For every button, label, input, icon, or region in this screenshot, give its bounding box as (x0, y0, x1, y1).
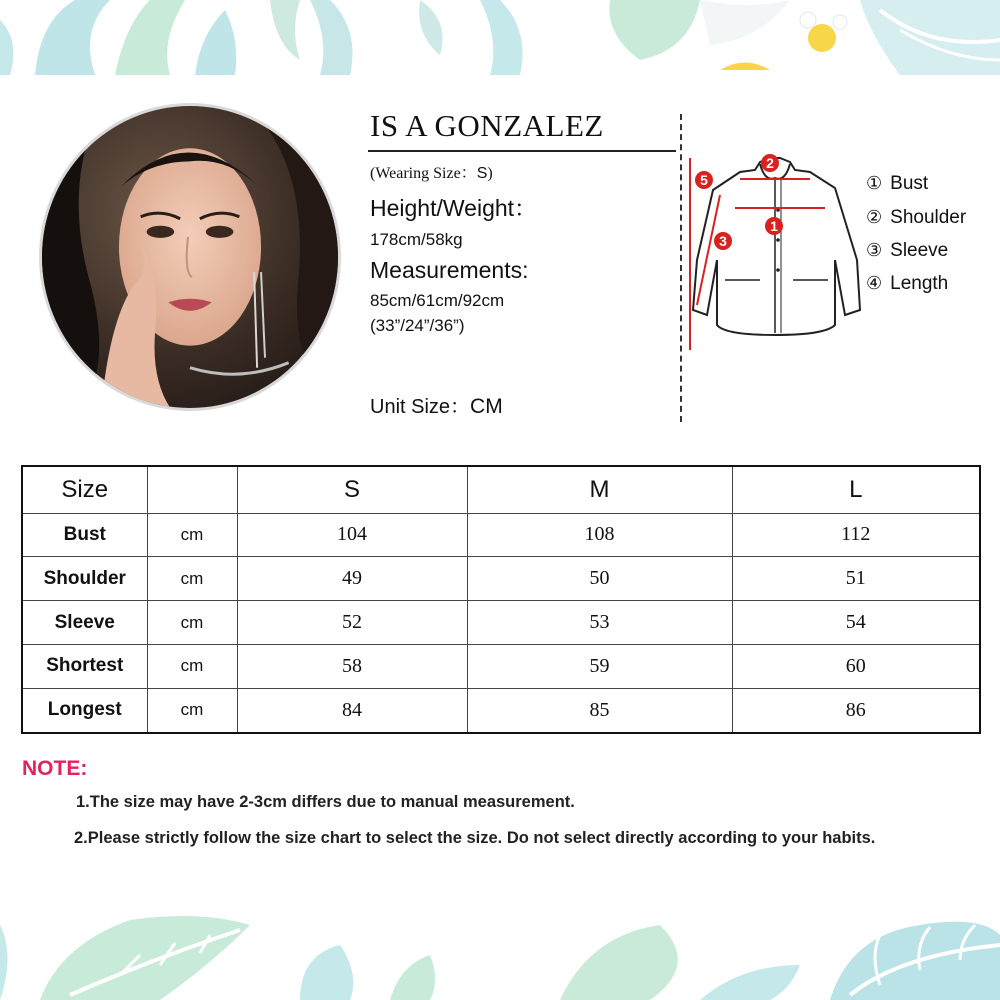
bottom-leaf-decoration (0, 915, 1000, 1000)
unit-size-value: CM (470, 395, 503, 418)
marker-5-label: 5 (700, 172, 708, 188)
table-row-shortest (22, 644, 980, 688)
row-unit: cm (147, 688, 237, 733)
unit-size (370, 390, 503, 419)
wearing-size-close: ) (487, 165, 493, 182)
cell-value: 85 (467, 688, 732, 733)
wearing-size (370, 160, 493, 183)
legend-sleeve-label: Sleeve (890, 240, 949, 261)
measurements-in: (33”/24”/36”) (370, 316, 465, 335)
row-label: Bust (22, 513, 147, 557)
row-label: Longest (22, 688, 147, 733)
unit-size-label: Unit Size： (370, 396, 471, 418)
top-leaf-decoration (0, 0, 1000, 80)
row-unit: cm (147, 644, 237, 688)
row-unit: cm (147, 601, 237, 645)
model-name: IS A GONZALEZ (370, 108, 604, 143)
table-row-bust (22, 513, 980, 557)
table-row-shoulder (22, 557, 980, 601)
header-size-m: M (467, 466, 732, 513)
row-unit: cm (147, 513, 237, 557)
note-line-1: 1.The size may have 2-3cm differs due to manual measurement. (76, 793, 575, 811)
cell-value: 84 (237, 688, 467, 733)
height-weight-label: Height/Weight： (370, 195, 538, 221)
cell-value: 53 (467, 601, 732, 645)
header-size-l: L (732, 466, 980, 513)
marker-3-label: 3 (719, 233, 727, 249)
measurements-label: Measurements: (370, 257, 529, 283)
legend-shoulder-num: ② (866, 207, 883, 228)
header-size-s: S (237, 466, 467, 513)
cell-value: 104 (237, 513, 467, 557)
legend-bust-label: Bust (890, 173, 929, 194)
cell-value: 49 (237, 557, 467, 601)
note-line-2: 2.Please strictly follow the size chart to select the size. Do not select directly according to your habits. (74, 829, 876, 847)
row-label: Sleeve (22, 601, 147, 645)
jacket-diagram (685, 150, 865, 355)
legend-sleeve-num: ③ (866, 240, 883, 261)
size-chart-table (21, 465, 981, 734)
name-underline (368, 150, 676, 152)
legend-length-label: Length (890, 273, 949, 294)
table-header-row (22, 466, 980, 513)
cell-value: 58 (237, 644, 467, 688)
legend-length (866, 273, 948, 295)
cell-value: 52 (237, 601, 467, 645)
row-label: Shortest (22, 644, 147, 688)
cell-value: 86 (732, 688, 980, 733)
wearing-size-value: S (476, 165, 488, 182)
header-size-label: Size (22, 466, 147, 513)
section-divider (680, 114, 682, 422)
cell-value: 50 (467, 557, 732, 601)
cell-value: 54 (732, 601, 980, 645)
legend-bust-num: ① (866, 173, 883, 194)
table-row-sleeve (22, 601, 980, 645)
header-unit (147, 466, 237, 513)
table-row-longest (22, 688, 980, 733)
legend-sleeve (866, 240, 948, 262)
cell-value: 112 (732, 513, 980, 557)
legend-length-num: ④ (866, 273, 883, 294)
marker-1-label: 1 (770, 218, 778, 234)
row-unit: cm (147, 557, 237, 601)
measurements-cm: 85cm/61cm/92cm (370, 291, 505, 310)
wearing-size-label: (Wearing Size： (370, 165, 477, 182)
row-label: Shoulder (22, 557, 147, 601)
note-title: NOTE: (22, 757, 88, 780)
cell-value: 108 (467, 513, 732, 557)
height-weight-value: 178cm/58kg (370, 230, 463, 249)
cell-value: 59 (467, 644, 732, 688)
marker-2-label: 2 (766, 155, 774, 171)
legend-shoulder-label: Shoulder (890, 207, 967, 228)
cell-value: 51 (732, 557, 980, 601)
legend-shoulder (866, 207, 966, 229)
legend-bust (866, 173, 928, 195)
model-photo (39, 103, 341, 411)
cell-value: 60 (732, 644, 980, 688)
